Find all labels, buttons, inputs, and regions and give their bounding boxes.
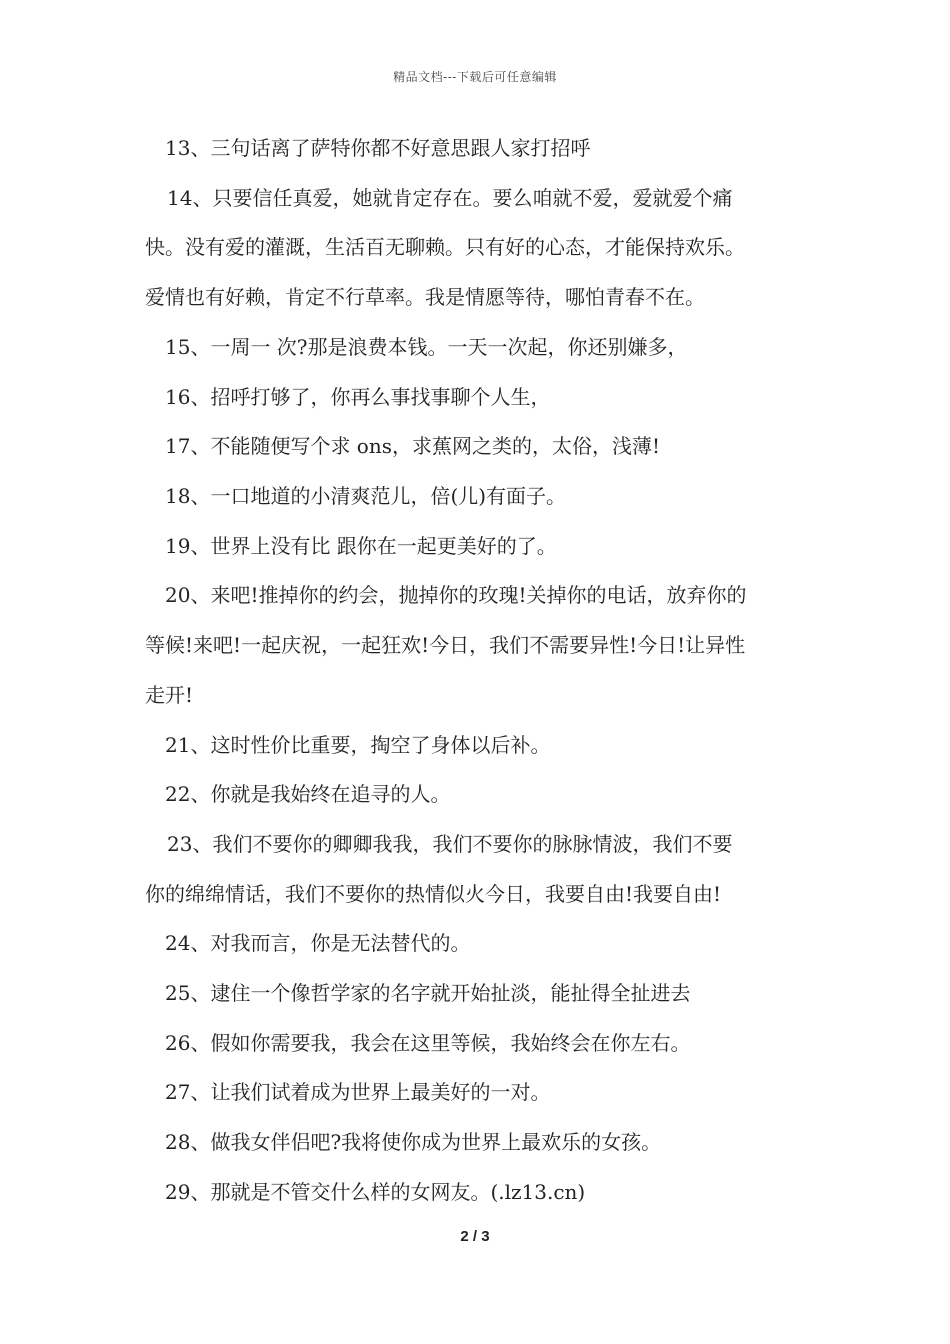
text-line: 等候!来吧!一起庆祝，一起狂欢!今日，我们不需要异性!今日!让异性 bbox=[145, 633, 746, 657]
text-line: 快。没有爱的灌溉，生活百无聊赖。只有好的心态，才能保持欢乐。 bbox=[145, 235, 745, 259]
text-line: 20、来吧!推掉你的约会，抛掉你的玫瑰!关掉你的电话，放弃你的 bbox=[165, 583, 747, 607]
text-line: 27、让我们试着成为世界上最美好的一对。 bbox=[165, 1080, 551, 1104]
text-line: 19、世界上没有比 跟你在一起更美好的了。 bbox=[165, 534, 557, 558]
text-line: 17、不能随便写个求 ons，求蕉网之类的，太俗，浅薄! bbox=[165, 434, 661, 458]
page-number: 2 / 3 bbox=[460, 1228, 490, 1245]
text-line: 13、三句话离了萨特你都不好意思跟人家打招呼 bbox=[165, 136, 591, 160]
text-line: 23、我们不要你的卿卿我我，我们不要你的脉脉情波，我们不要 bbox=[167, 832, 733, 856]
text-line: 28、做我女伴侣吧?我将使你成为世界上最欢乐的女孩。 bbox=[165, 1130, 662, 1154]
text-line: 14、只要信任真爱，她就肯定存在。要么咱就不爱，爱就爱个痛 bbox=[167, 186, 733, 210]
text-line: 21、这时性价比重要，掏空了身体以后补。 bbox=[165, 733, 551, 757]
text-line: 22、你就是我始终在追寻的人。 bbox=[165, 782, 451, 806]
text-line: 爱情也有好赖，肯定不行草率。我是情愿等待，哪怕青春不在。 bbox=[145, 285, 705, 309]
text-line: 16、招呼打够了，你再么事找事聊个人生， bbox=[165, 385, 551, 409]
text-line: 走开! bbox=[145, 683, 194, 707]
text-line: 15、一周一 次?那是浪费本钱。一天一次起，你还别嫌多， bbox=[165, 335, 688, 359]
text-line: 29、那就是不管交什么样的女网友。(.lz13.cn) bbox=[165, 1180, 586, 1204]
text-line: 24、对我而言，你是无法替代的。 bbox=[165, 931, 471, 955]
text-line: 18、一口地道的小清爽范儿，倍(儿)有面子。 bbox=[165, 484, 567, 508]
page-header: 精品文档---下载后可任意编辑 bbox=[393, 70, 557, 84]
text-line: 你的绵绵情话，我们不要你的热情似火今日，我要自由!我要自由! bbox=[145, 882, 722, 906]
text-line: 25、逮住一个像哲学家的名字就开始扯淡，能扯得全扯进去 bbox=[165, 981, 691, 1005]
text-line: 26、假如你需要我，我会在这里等候，我始终会在你左右。 bbox=[165, 1031, 691, 1055]
